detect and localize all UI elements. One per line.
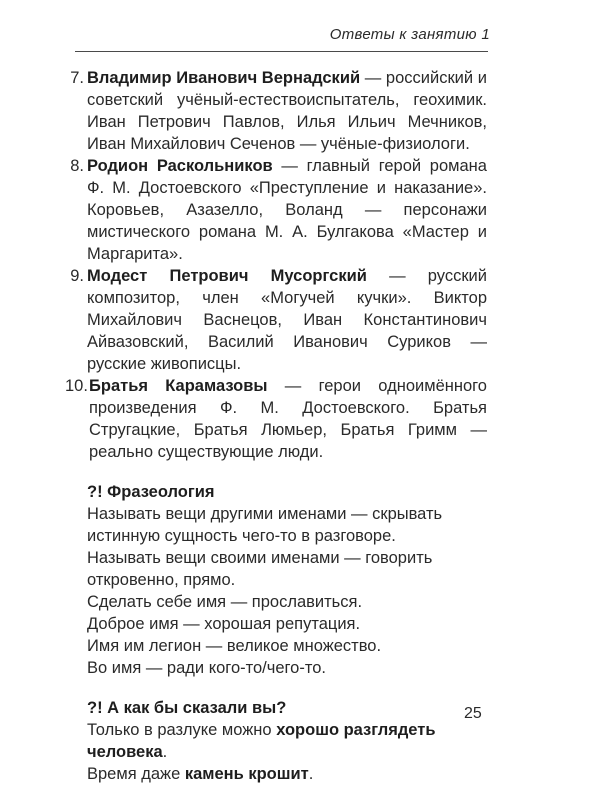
line-text: . (308, 765, 314, 783)
page-number: 25 (464, 705, 482, 722)
page-content (65, 67, 487, 785)
answer-entry-9 (70, 265, 487, 375)
entry-description: — герои одноимённого произведения Ф. М. Достоевского. Братья Стругацкие, Братья Люмьер, Братья Гримм — реально существующие люди. (89, 377, 487, 461)
phraseology-line: Во имя — ради кого-то/чего-то. (87, 659, 326, 677)
answer-entry-8 (70, 155, 487, 265)
entry-text (89, 375, 487, 463)
running-header: Ответы к занятию 1 (329, 26, 490, 43)
header-divider (75, 51, 488, 52)
line-text: Время даже (87, 765, 185, 783)
phraseology-line: Имя им легион — великое множество. (87, 637, 382, 655)
entry-text (87, 265, 487, 375)
entry-number: 8. (70, 157, 84, 175)
highlighted-phrase: хорошо разглядеть человека (87, 721, 436, 761)
phraseology-line: Доброе имя — хорошая репутация. (87, 615, 361, 633)
entry-name: Родион Раскольников (87, 157, 273, 175)
how-say-line-2 (87, 763, 487, 785)
entry-number: 10. (65, 377, 88, 395)
entry-name: Модест Петрович Мусоргский (87, 267, 367, 285)
entry-name: Владимир Иванович Вернадский (87, 69, 361, 87)
phraseology-title: ?! Фразеология (87, 483, 215, 501)
phraseology-line: Называть вещи своими именами — говорить откровенно, прямо. (87, 549, 433, 589)
entry-description: — русский композитор, член «Могучей кучки». Виктор Михайлович Васнецов, Иван Константинович Айвазовский, Василий Иванович Суриков — русские живописцы. (87, 267, 487, 373)
entry-number: 7. (70, 69, 84, 87)
entry-text (87, 67, 487, 155)
answer-entry-7 (70, 67, 487, 155)
how-say-title: ?! А как бы сказали вы? (87, 699, 287, 717)
entry-text (87, 155, 487, 265)
line-text: . (162, 743, 168, 761)
phraseology-line: Сделать себе имя — прославиться. (87, 593, 363, 611)
how-say-line-1 (87, 719, 487, 763)
entry-description: — российский и советский учёный-естествоиспытатель, геохимик. Иван Петрович Павлов, Илья Ильич Мечников, Иван Михайлович Сеченов — учёные-физиологи. (87, 69, 487, 153)
line-text: Только в разлуке можно (87, 721, 277, 739)
entry-name: Братья Карамазовы (89, 377, 268, 395)
entry-description: — главный герой романа Ф. М. Достоевского «Преступление и наказание». Коровьев, Азазелло, Воланд — персонажи мистического романа М. А. Булгакова «Мастер и Маргарита». (87, 157, 487, 263)
entry-number: 9. (70, 267, 84, 285)
answer-entry-10 (65, 375, 487, 463)
highlighted-phrase: камень крошит (184, 765, 309, 783)
phraseology-line: Называть вещи другими именами — скрывать истинную сущность чего-то в разговоре. (87, 505, 443, 545)
